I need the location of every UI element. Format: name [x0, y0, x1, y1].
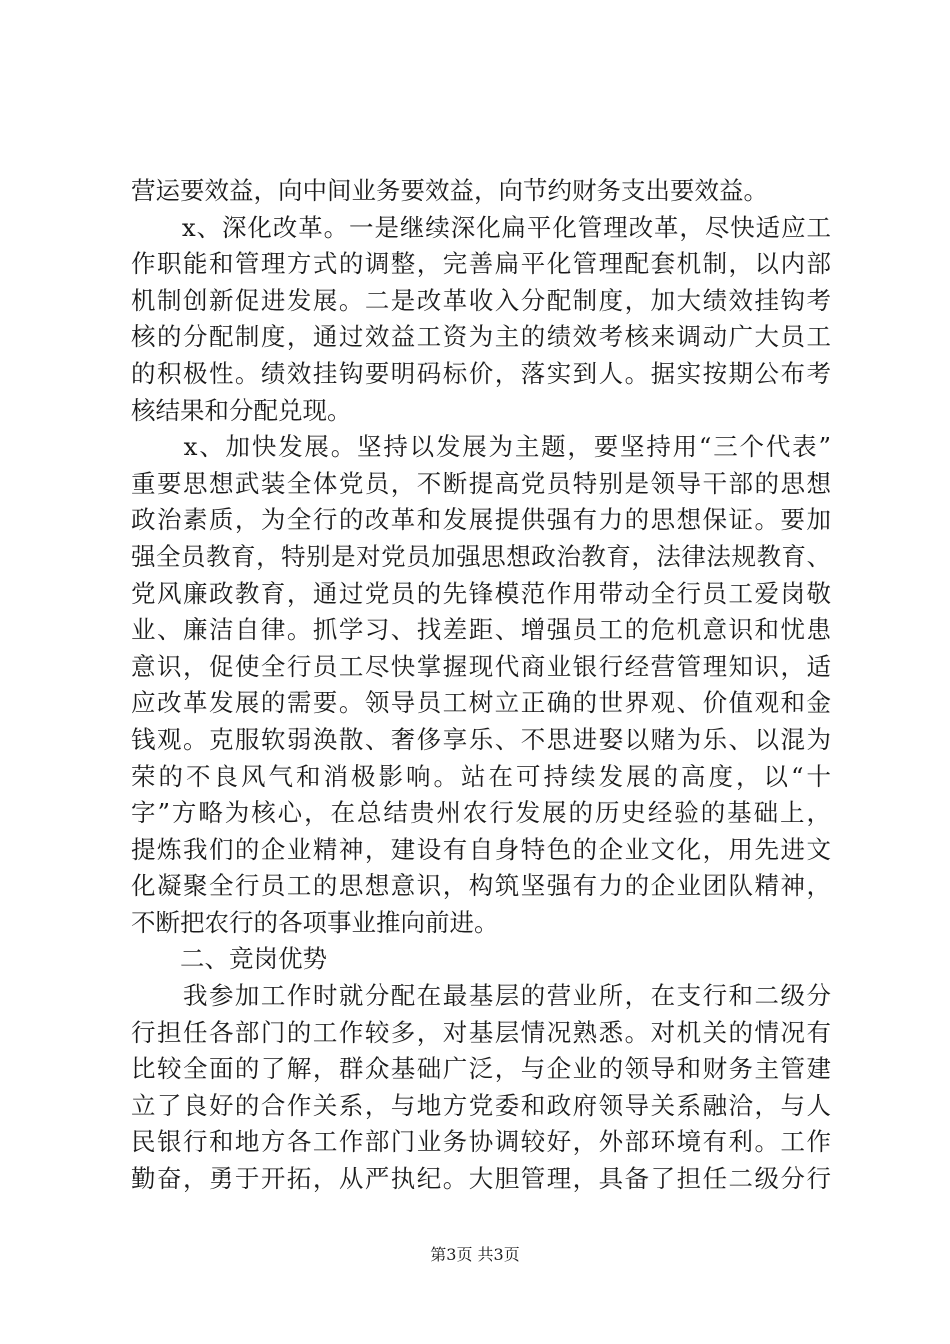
document-body — [131, 173, 831, 1198]
text-line: 字”方略为核心，在总结贵州农行发展的历史经验的基础上， — [131, 798, 831, 828]
text-line: 钱观。克服软弱涣散、奢侈享乐、不思进娶以赌为乐、以混为 — [131, 724, 831, 754]
text-line: 作职能和管理方式的调整，完善扁平化管理配套机制，以内部 — [131, 249, 831, 279]
text-line: 化凝聚全行员工的思想意识，构筑坚强有力的企业团队精神， — [131, 871, 831, 901]
text-line: 核结果和分配兑现。 — [131, 395, 352, 425]
text-line: 营运要效益，向中间业务要效益，向节约财务支出要效益。 — [131, 176, 768, 205]
text-line: 应改革发展的需要。领导员工树立正确的世界观、价值观和金 — [131, 688, 831, 718]
text-line: 立了良好的合作关系，与地方党委和政府领导关系融洽，与人 — [131, 1090, 831, 1120]
text-line: 民银行和地方各工作部门业务协调较好，外部环境有利。工作 — [131, 1127, 831, 1157]
text-line: 核的分配制度，通过效益工资为主的绩效考核来调动广大员工 — [131, 322, 831, 352]
text-line: 荣的不良风气和消极影响。站在可持续发展的高度，以“十 — [131, 761, 831, 791]
text-line: 的积极性。绩效挂钩要明码标价，落实到人。据实按期公布考 — [131, 358, 831, 388]
text-line: 比较全面的了解，群众基础广泛，与企业的领导和财务主管建 — [131, 1054, 831, 1084]
text-line: 政治素质，为全行的改革和发展提供强有力的思想保证。要加 — [131, 505, 831, 535]
text-line: 勤奋，勇于开拓，从严执纪。大胆管理，具备了担任二级分行 — [131, 1164, 831, 1194]
text-line: 二、竞岗优势 — [131, 944, 327, 974]
text-line: x、深化改革。一是继续深化扁平化管理改革，尽快适应工 — [131, 212, 831, 242]
text-line: 行担任各部门的工作较多，对基层情况熟悉。对机关的情况有 — [131, 1017, 831, 1047]
text-line: 意识，促使全行员工尽快掌握现代商业银行经营管理知识，适 — [131, 651, 831, 681]
page-footer: 第3页 共3页 — [430, 1245, 520, 1264]
text-line: 重要思想武装全体党员，不断提高党员特别是领导干部的思想 — [131, 468, 831, 498]
text-line: 党风廉政教育，通过党员的先锋模范作用带动全行员工爱岗敬 — [131, 578, 831, 608]
text-line: 不断把农行的各项事业推向前进。 — [131, 907, 499, 937]
text-line: 机制创新促进发展。二是改革收入分配制度，加大绩效挂钩考 — [131, 285, 831, 315]
text-line: x、加快发展。坚持以发展为主题，要坚持用“三个代表” — [131, 432, 831, 462]
text-line: 提炼我们的企业精神，建设有自身特色的企业文化，用先进文 — [131, 834, 831, 864]
text-line: 强全员教育，特别是对党员加强思想政治教育，法律法规教育、 — [131, 541, 831, 571]
text-line: 业、廉洁自律。抓学习、找差距、增强员工的危机意识和忧患 — [131, 615, 831, 645]
text-line: 我参加工作时就分配在最基层的营业所，在支行和二级分 — [131, 981, 831, 1011]
